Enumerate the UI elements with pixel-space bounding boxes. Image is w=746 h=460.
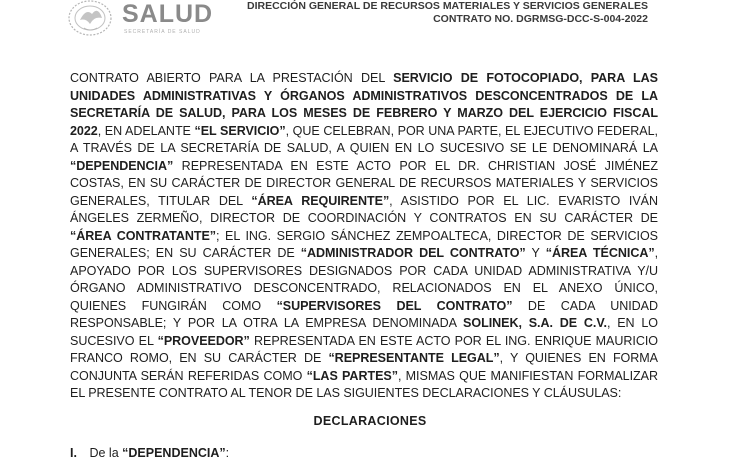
declaraciones-heading: DECLARACIONES — [313, 414, 427, 428]
term-el-servicio: “EL SERVICIO” — [194, 123, 286, 138]
contract-text: Y — [525, 246, 546, 260]
logo-name: SALUD — [122, 0, 214, 28]
item-number: I. — [70, 446, 77, 460]
header-contract-number: CONTRATO NO. DGRMSG-DCC-S-004-2022 — [433, 12, 648, 25]
contract-text: , MISMAS QUE MANIFIESTAN FORMALIZAR EL PRESENTE CONTRATO AL TENOR DE LAS SIGUIENTES DECLARACIONES Y CLÁUSULAS: — [70, 368, 658, 400]
salud-logo — [66, 0, 236, 42]
term-area-requirente: “ÁREA REQUIRENTE” — [251, 193, 390, 208]
item-text: De la — [89, 446, 123, 460]
item-bold-term: “DEPENDENCIA” — [122, 446, 226, 460]
contract-text: CONTRATO ABIERTO PARA LA PRESTACIÓN DEL — [70, 71, 394, 85]
company-name: SOLINEK, S.A. DE C.V. — [463, 316, 607, 330]
contract-text: DE CADA UNIDAD RESPONSABLE; Y POR LA OTRA LA EMPRESA DENOMINADA — [70, 298, 659, 330]
contract-text: ; EL ING. SERGIO SÁNCHEZ ZEMPOALTECA, DIRECTOR DE SERVICIOS GENERALES; EN SU CARÁCTER DE — [70, 228, 659, 260]
term-area-tecnica: “ÁREA TÉCNICA” — [545, 246, 655, 260]
contract-text: , EN ADELANTE — [97, 123, 195, 138]
contract-text: REPRESENTADA EN ESTE ACTO POR EL ING. ENRIQUE MAURICIO FRANCO ROMO, EN SU CARÁCTER DE — [70, 333, 658, 365]
contract-text: , QUE CELEBRAN, POR UNA PARTE, EL EJECUTIVO FEDERAL, A TRAVÉS DE LA SECRETARÍA DE SALUD, A QUIEN EN LO SUCESIVO SE LE DENOMINARÁ LA — [70, 123, 658, 155]
contract-text: , ASISTIDO POR EL LIC. EVARISTO IVÁN ÁNGELES ZERMEÑO, DIRECTOR DE COORDINACIÓN Y CONTRATOS EN SU CARÁCTER DE — [70, 193, 659, 225]
header-department: DIRECCIÓN GENERAL DE RECURSOS MATERIALES Y SERVICIOS GENERALES — [246, 0, 648, 12]
term-proveedor: “PROVEEDOR” — [157, 333, 250, 348]
logo-subtitle: SECRETARÍA DE SALUD — [124, 29, 201, 35]
contract-text: , Y QUIENES EN FORMA CONJUNTA SERÁN REFERIDAS COMO — [70, 351, 658, 383]
item-tail: : — [225, 446, 230, 460]
contract-text: REPRESENTADA EN ESTE ACTO POR EL DR. CHRISTIAN JOSÉ JIMÉNEZ COSTAS, EN SU CARÁCTER DE DIRECTOR GENERAL DE RECURSOS MATERIALES Y SERVICIOS GENERALES, TITULAR DEL — [70, 158, 658, 208]
term-supervisores: “SUPERVISORES DEL CONTRATO” — [276, 298, 513, 313]
term-representante-legal: “REPRESENTANTE LEGAL” — [328, 351, 500, 365]
document-header — [247, 0, 648, 25]
term-dependencia: “DEPENDENCIA” — [70, 158, 174, 173]
eagle-emblem-icon — [66, 0, 118, 42]
declaration-item — [70, 446, 229, 460]
term-area-contratante: “ÁREA CONTRATANTE” — [70, 228, 217, 243]
contract-preamble — [70, 70, 658, 403]
contract-text: , EN LO SUCESIVO EL — [70, 316, 658, 348]
contract-text: , APOYADO POR LOS SUPERVISORES DESIGNADOS POR CADA UNIDAD ADMINISTRATIVA Y/U ÓRGANO ADMINISTRATIVO DESCONCENTRADO, RELACIONADOS EN EL ANEXO ÚNICO, QUIENES FUNGIRÁN COMO — [70, 246, 658, 313]
term-administrador: “ADMINISTRADOR DEL CONTRATO” — [300, 246, 526, 260]
contract-object: SERVICIO DE FOTOCOPIADO, PARA LAS UNIDADES ADMINISTRATIVAS Y ÓRGANOS ADMINISTRATIVOS DESCONCENTRADOS DE LA SECRETARÍA DE SALUD, PARA LOS MESES DE FEBRERO Y MARZO DEL EJERCICIO FISCAL 2022 — [70, 71, 658, 138]
term-las-partes: “LAS PARTES” — [306, 368, 398, 383]
